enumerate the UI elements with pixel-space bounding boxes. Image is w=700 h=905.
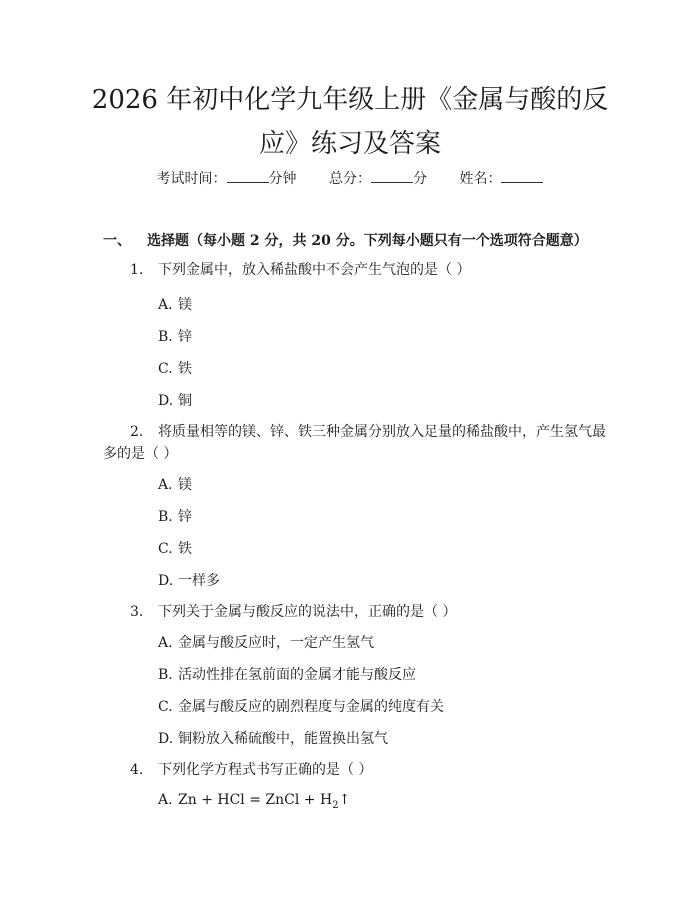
question-number: 4. <box>130 762 144 778</box>
question-3 <box>130 598 456 626</box>
question-text: 下列化学方程式书写正确的是（ ） <box>158 762 373 778</box>
question-number: 3. <box>130 604 144 620</box>
title-line-2: 应》练习及答案 <box>258 129 441 159</box>
question-text-line-2: 多的是（ ） <box>103 446 178 462</box>
equation: Zn + HCl = ZnCl + $H_2↑$ <box>178 792 351 811</box>
question-text: 下列金属中，放入稀盐酸中不会产生气泡的是（ ） <box>158 262 471 278</box>
question-text: 下列关于金属与酸反应的说法中，正确的是（ ） <box>158 604 457 620</box>
question-number: 2. <box>130 424 144 440</box>
section-title: 选择题（每小题 2 分，共 20 分。下列每小题只有一个选项符合题意） <box>147 233 588 249</box>
time-blank <box>227 170 269 183</box>
option-2a: A. 镁 <box>158 477 192 493</box>
option-1a: A. 镁 <box>158 297 192 313</box>
score-blank <box>371 170 413 183</box>
exam-info <box>0 168 700 188</box>
option-3c: C. 金属与酸反应的剧烈程度与金属的纯度有关 <box>158 699 444 715</box>
question-number: 1. <box>130 262 144 278</box>
option-3a: A. 金属与酸反应时，一定产生氢气 <box>158 635 374 651</box>
option-1d: D. 铜 <box>158 393 192 409</box>
option-2d: D. 一样多 <box>158 573 220 589</box>
question-2-cont <box>103 440 177 468</box>
time-field: 考试时间： 分钟 <box>156 171 297 187</box>
question-text-line-1: 将质量相等的镁、锌、铁三种金属分别放入足量的稀盐酸中，产生氢气最 <box>158 424 606 440</box>
title-line-1: 2026 年初中化学九年级上册《金属与酸的反 <box>91 85 609 115</box>
score-field: 总分： 分 <box>329 171 427 187</box>
option-1c: C. 铁 <box>158 361 192 377</box>
name-field: 姓名： <box>459 171 543 187</box>
question-4 <box>130 756 372 784</box>
question-1 <box>130 256 470 284</box>
option-2c: C. 铁 <box>158 541 192 557</box>
question-2 <box>130 418 606 446</box>
option-3b: B. 活动性排在氢前面的金属才能与酸反应 <box>158 667 416 683</box>
section-number: 一、 <box>103 233 131 249</box>
document-title <box>60 78 640 166</box>
option-3d: D. 铜粉放入稀硫酸中，能置换出氢气 <box>158 731 388 747</box>
name-blank <box>501 170 543 183</box>
section-heading <box>103 230 588 250</box>
option-4a: A. Zn + HCl = ZnCl + $H_2↑$ <box>158 792 351 811</box>
option-1b: B. 锌 <box>158 329 192 345</box>
option-2b: B. 锌 <box>158 509 192 525</box>
